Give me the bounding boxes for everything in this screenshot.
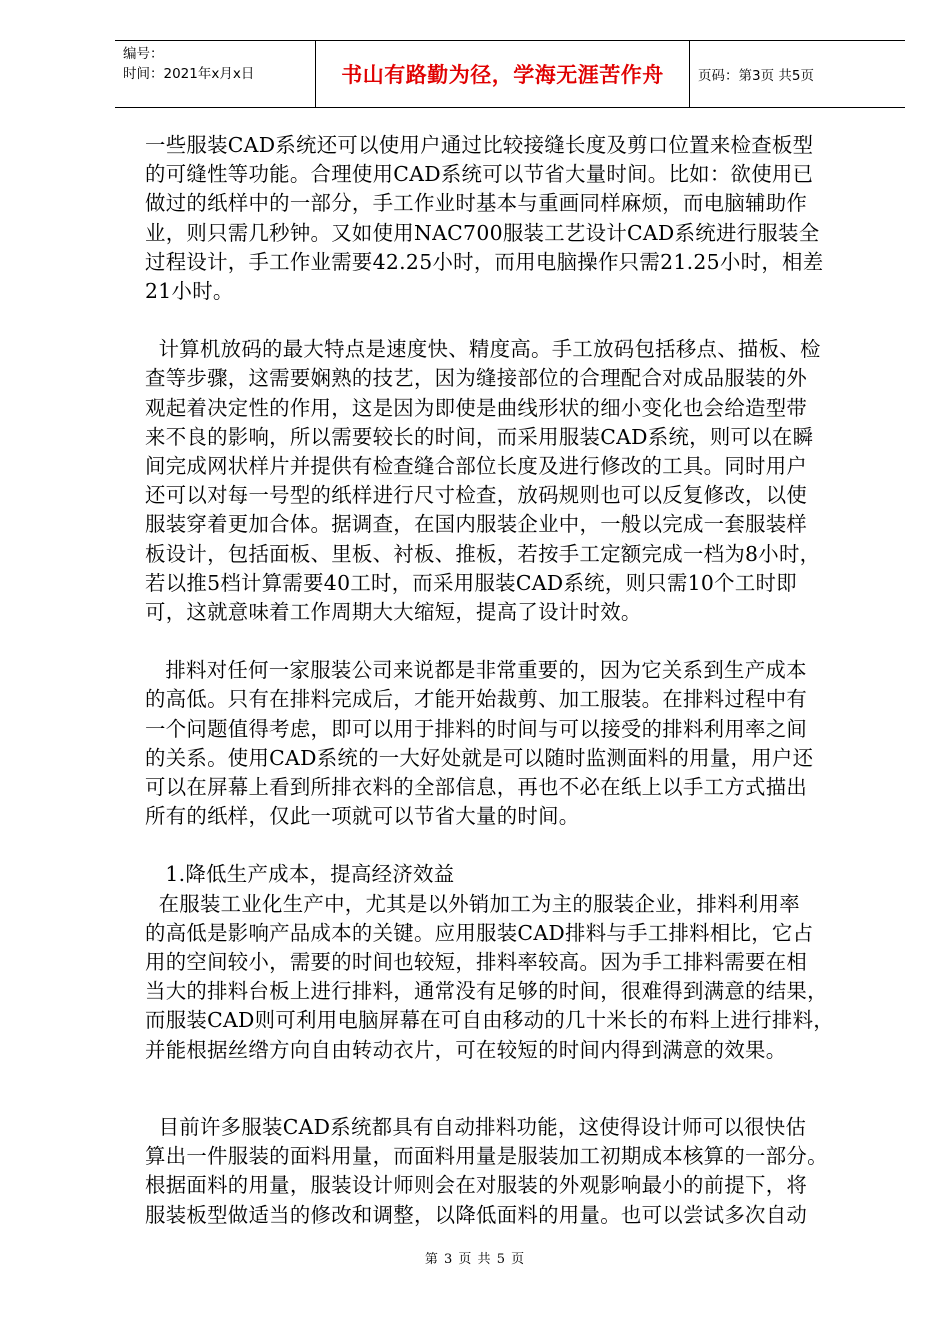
header-meta bbox=[115, 41, 315, 107]
date-label: 时间：2021年x月x日 bbox=[123, 66, 255, 82]
document-body bbox=[145, 131, 885, 1230]
paragraph: 计算机放码的最大特点是速度快、精度高。手工放码包括移点、描板、检 查等步骤，这需要娴熟的技艺，因为缝接部位的合理配合对成品服装的外 观起着决定性的作用，这是因为即使是曲线形状的细小变化也会给造型带 来不良的影响，所以需要较长的时间，而采用服装CAD系统，则可以在瞬 间完成网状样片并提供有检查缝合部位长度及进行修改的工具。同时用户 还可以对每一号型的纸样进行尺寸检查，放码规则也可以反复修改，以使 服装穿着更加合体。据调查，在国内服装企业中，一般以完成一套服装样 板设计，包括面板、里板、衬板、推板，若按手工定额完成一档为8小时， 若以推5档计算需要40工时，而采用服装CAD系统，则只需10个工时即 可，这就意味着工作周期大大缩短，提高了设计时效。 bbox=[145, 337, 821, 625]
page-footer: 第 3 页 共 5 页 bbox=[424, 1252, 526, 1267]
header-motto: 书山有路勤为径，学海无涯苦作舟 bbox=[315, 41, 690, 107]
document-header bbox=[115, 40, 905, 108]
header-page-number: 页码：第3页 共5页 bbox=[698, 68, 814, 84]
paragraph: 1.降低生产成本，提高经济效益 在服装工业化生产中，尤其是以外销加工为主的服装企业，排料利用率 的高低是影响产品成本的关键。应用服装CAD排料与手工排料相比，它占 用的空间较小，需要的时间也较短，排料率较高。因为手工排料需要在相 当大的排料台板上进行排料，通常没有足够的时间，很难得到满意的结果， 而服装CAD则可利用电脑屏幕在可自由移动的几十米长的布料上进行排料， 并能根据丝绺方向自由转动衣片，可在较短的时间内得到满意的效果。 bbox=[145, 862, 834, 1062]
paragraph: 排料对任何一家服装公司来说都是非常重要的，因为它关系到生产成本 的高低。只有在排料完成后，才能开始裁剪、加工服装。在排料过程中有 一个问题值得考虑，即可以用于排料的时间与可以接受的排料利用率之间 的关系。使用CAD系统的一大好处就是可以随时监测面料的用量，用户还 可以在屏幕上看到所排衣料的全部信息，再也不必在纸上以手工方式描出 所有的纸样，仅此一项就可以节省大量的时间。 bbox=[145, 658, 814, 829]
serial-number-label: 编号： bbox=[123, 46, 164, 62]
paragraph: 一些服装CAD系统还可以使用户通过比较接缝长度及剪口位置来检查板型 的可缝性等功能。合理使用CAD系统可以节省大量时间。比如：欲使用已 做过的纸样中的一部分，手工作业时基本与重画同样麻烦，而电脑辅助作 业，则只需几秒钟。又如使用NAC700服装工艺设计CAD系统进行服装全 过程设计，手工作业需要42.25小时，而用电脑操作只需21.25小时，相差 21小时。 bbox=[145, 133, 824, 304]
paragraph: 目前许多服装CAD系统都具有自动排料功能，这使得设计师可以很快估 算出一件服装的面料用量，而面料用量是服装加工初期成本核算的一部分。 根据面料的用量，服装设计师则会在对服装的外观影响最小的前提下，将 服装板型做适当的修改和调整，以降低面料的用量。也可以尝试多次自动 bbox=[145, 1114, 828, 1227]
